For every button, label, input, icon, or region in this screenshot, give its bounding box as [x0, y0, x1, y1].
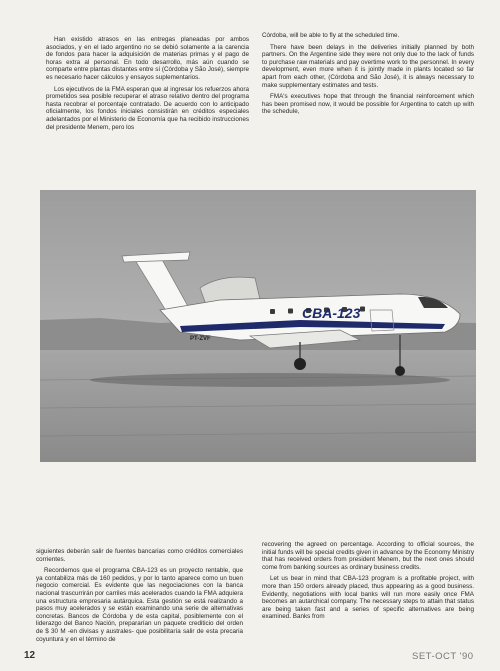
article-paragraph: Recordemos que el programa CBA-123 es un proyecto rentable, que ya contabiliza más de 160 pedidos, y por lo tanto aparece como un buen negocio comercial. Es evidente que las negociaciones con la banca nacional trascurrirán por carriles más acelerados cuando la FMA adquiera una estructura empresaria autárquica. Esta gestión se está realizando a pasos muy acelerados y se están examinando una serie de alternativas concretas. Bancos de Córdoba y de esta capital, posiblemente con el liderazgo del Banco Nación, prepararían un paquete crediticio del orden de $ 30 M -en divisas y australes- que posibilitaría salir de esta precaria coyuntura y en el término de	[36, 567, 243, 643]
page-number: 12	[24, 650, 36, 661]
aircraft-shadow	[90, 373, 450, 387]
article-paragraph: recovering the agreed on percentage. According to official sources, the initial funds will be special credits given in advance by the Economy Ministry that has received orders from president Menem, but the next ones should come from banking sources as ordinary business credits.	[262, 541, 474, 571]
article-paragraph: Han existido atrasos en las entregas planeadas por ambos asociados, y en el lado argentino no se debió solamente a la carencia de fondos para hacer la adquisición de materias primas y el pago de horas extra al personal. En todo desarrollo, más aún cuando se comparte entre plantas distantes entre sí (Córdoba y São José), siempre es necesario hacer cálculos y ensayos suplementarios.	[46, 36, 250, 81]
issue-date: SET-OCT '90	[412, 651, 474, 662]
article-top-left-column	[46, 36, 249, 135]
article-paragraph: Córdoba, will be able to fly at the scheduled time.	[262, 32, 400, 39]
article-bottom-right-column	[262, 541, 474, 625]
nose-wheel	[395, 366, 405, 376]
article-paragraph: Los ejecutivos de la FMA esperan que al ingresar los refuerzos ahora prometidos sea posible recuperar el atraso relativo dentro del programa hasta recobrar el porcentaje contratado. De acuerdo con lo anticipado oficialmente, los fondos iniciales consistirán en créditos especiales adelantados por el Ministerio de Economía que ha recibido instrucciones del presidente Menem, pero los	[46, 85, 249, 131]
aircraft-photo	[40, 190, 476, 462]
main-wheel	[294, 358, 306, 370]
fuselage-lettering: CBA-123	[302, 305, 361, 321]
article-bottom-left-column	[36, 548, 243, 647]
article-top-right-column	[262, 32, 474, 120]
article-paragraph: FMA's executives hope that through the financial reinforcement which has been promised now, it would be possible for Argentina to catch up with the schedule,	[262, 93, 474, 116]
article-paragraph: Let us bear in mind that CBA-123 program is a profitable project, with more than 150 orders already placed, thus appearing as a good business. Evidently, negotiations with local banks will run more easily once FMA becomes an autarchical company. The necessary steps to attain that status are being taken fast and a series of specific alternatives are being examined. Banks from	[262, 575, 474, 621]
article-paragraph: There have been delays in the deliveries initially planned by both partners. On the Argentine side they were not only due to the lack of funds to purchase raw materials and pay overtime work to the personnel. In every development, even more when it is jointly made in plants located so far apart from each other, (Córdoba and São José), it is always necessary to make supplementary estimates and tests.	[262, 43, 474, 89]
aircraft-registration: PT-ZVF	[190, 336, 211, 342]
cba-123-aircraft-image	[40, 190, 476, 462]
article-paragraph: siguientes deberán salir de fuentes bancarias como créditos comerciales corrientes.	[36, 548, 243, 563]
